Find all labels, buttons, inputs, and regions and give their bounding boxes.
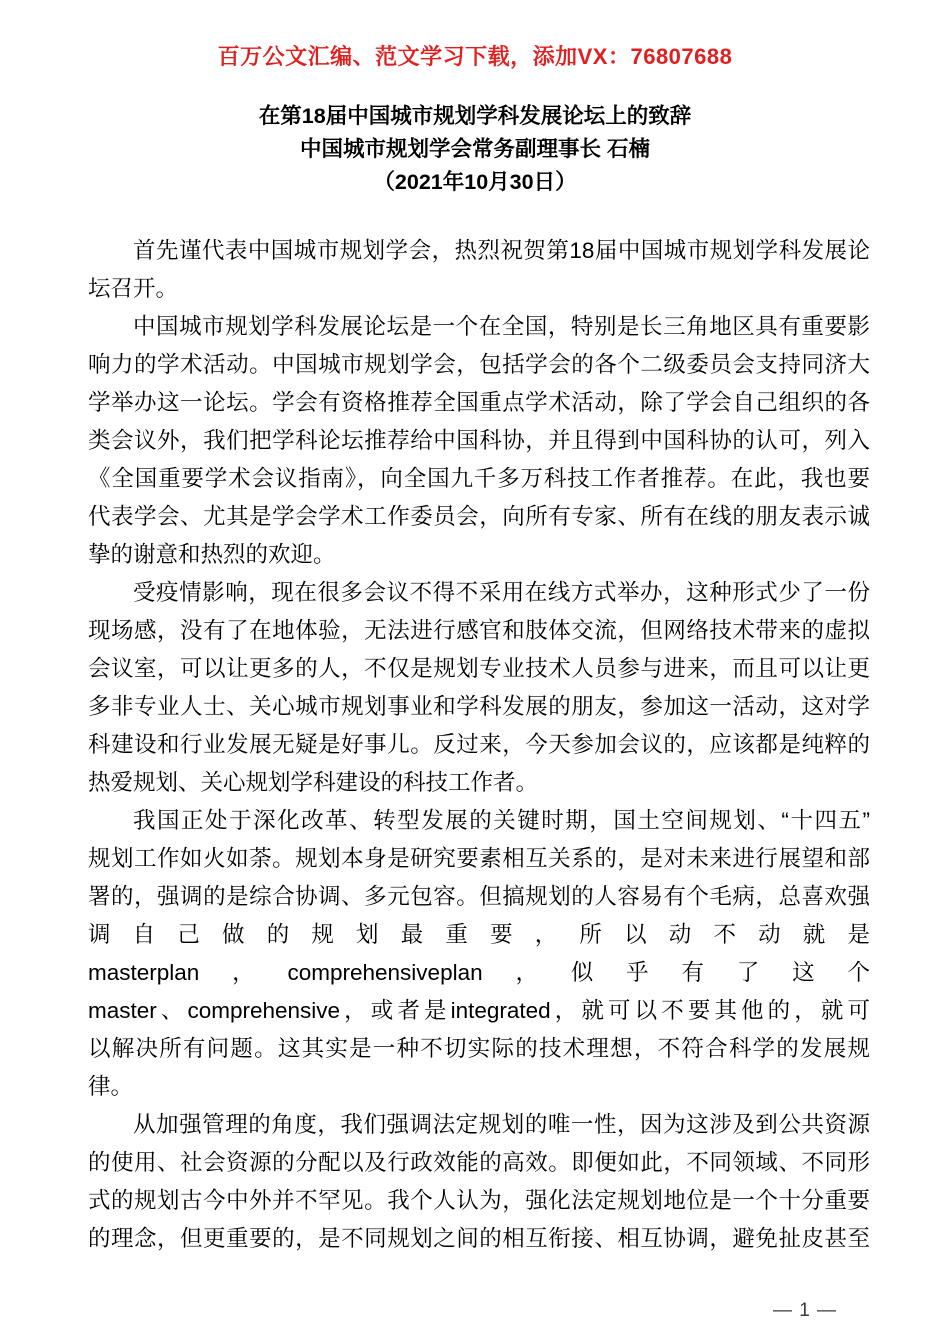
text-line: 以解决所有问题。这其实是一种不切实际的技术理想，不符合科学的发展规 xyxy=(88,1036,870,1061)
text-line: masterplan，comprehensiveplan，似乎有了这个 xyxy=(88,960,870,985)
text-line: 署的，强调的是综合协调、多元包容。但搞规划的人容易有个毛病，总喜欢强 xyxy=(88,884,870,909)
text-line: 的使用、社会资源的分配以及行政效能的高效。即便如此，不同领域、不同形 xyxy=(88,1150,870,1175)
text-line: 规划工作如火如荼。规划本身是研究要素相互关系的，是对未来进行展望和部 xyxy=(88,846,870,871)
text-line: 科建设和行业发展无疑是好事儿。反过来，今天参加会议的，应该都是纯粹的 xyxy=(88,732,870,757)
paragraph xyxy=(88,802,870,1106)
text-line: 坛召开。 xyxy=(88,276,179,301)
page-footer xyxy=(0,1300,950,1322)
text-line: 学举办这一论坛。学会有资格推荐全国重点学术活动，除了学会自己组织的各 xyxy=(88,390,870,415)
paragraph xyxy=(88,232,870,308)
paragraph xyxy=(88,1106,870,1258)
document-title-block xyxy=(0,100,950,199)
text-line: 中国城市规划学科发展论坛是一个在全国，特别是长三角地区具有重要影 xyxy=(133,314,870,339)
text-line: 式的规划古今中外并不罕见。我个人认为，强化法定规划地位是一个十分重要 xyxy=(88,1188,870,1213)
text-line: 的理念，但更重要的，是不同规划之间的相互衔接、相互协调，避免扯皮甚至 xyxy=(88,1226,870,1251)
text-line: 热爱规划、关心规划学科建设的科技工作者。 xyxy=(88,770,539,795)
text-line: master、comprehensive，或者是integrated，就可以不要其他的，就可 xyxy=(88,998,870,1023)
text-line: 响力的学术活动。中国城市规划学会，包括学会的各个二级委员会支持同济大 xyxy=(88,352,870,377)
text-line: 现场感，没有了在地体验，无法进行感官和肢体交流，但网络技术带来的虚拟 xyxy=(88,618,870,643)
text-line: 会议室，可以让更多的人，不仅是规划专业技术人员参与进来，而且可以让更 xyxy=(88,656,870,681)
text-line: 多非专业人士、关心城市规划事业和学科发展的朋友，参加这一活动，这对学 xyxy=(88,694,870,719)
text-line: 挚的谢意和热烈的欢迎。 xyxy=(88,542,336,567)
paragraph xyxy=(88,308,870,574)
text-line: 调自己做的规划最重要，所以动不动就是 xyxy=(88,922,870,947)
text-line: 受疫情影响，现在很多会议不得不采用在线方式举办，这种形式少了一份 xyxy=(133,580,870,605)
text-line: 类会议外，我们把学科论坛推荐给中国科协，并且得到中国科协的认可，列入 xyxy=(88,428,870,453)
text-line: 律。 xyxy=(88,1074,134,1099)
text-line: 首先谨代表中国城市规划学会，热烈祝贺第18届中国城市规划学科发展论 xyxy=(133,238,870,263)
document-title-line-2: 中国城市规划学会常务副理事长 石楠 xyxy=(300,137,650,161)
document-title-date: （2021年10月30日） xyxy=(373,170,577,194)
text-line: 《全国重要学术会议指南》，向全国九千多万科技工作者推荐。在此，我也要 xyxy=(88,466,870,491)
document-title-line-1: 在第18届中国城市规划学科发展论坛上的致辞 xyxy=(258,104,692,128)
paragraph xyxy=(88,574,870,802)
page-number: — 1 — xyxy=(772,1300,838,1321)
text-line: 代表学会、尤其是学会学术工作委员会，向所有专家、所有在线的朋友表示诚 xyxy=(88,504,870,529)
promo-watermark-header: 百万公文汇编、范文学习下载，添加VX：76807688 xyxy=(217,44,733,69)
text-line: 我国正处于深化改革、转型发展的关键时期，国土空间规划、“十四五” xyxy=(133,808,870,833)
text-line: 从加强管理的角度，我们强调法定规划的唯一性，因为这涉及到公共资源 xyxy=(133,1112,870,1137)
document-body xyxy=(88,232,870,1258)
